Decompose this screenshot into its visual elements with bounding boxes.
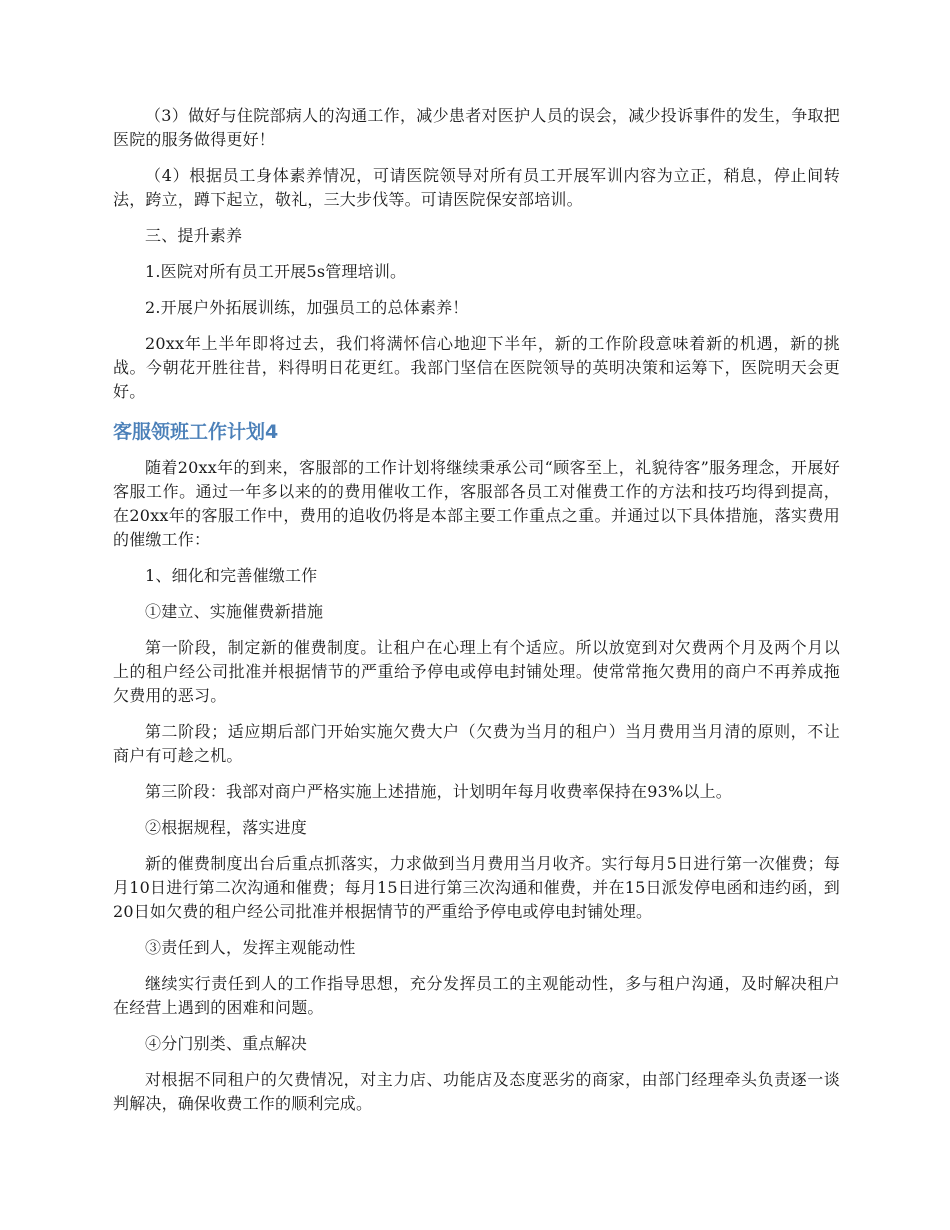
subsection-item: ②根据规程，落实进度 <box>145 818 308 837</box>
paragraph: 新的催费制度出台后重点抓落实，力求做到当月费用当月收齐。实行每月5日进行第一次催费；每月10日进行第二次沟通和催费；每月15日进行第三次沟通和催费，并在15日派发停电函和违约函，到20日如欠费的租户经公司批准并根据情节的严重给予停电或停电封铺处理。 <box>113 854 840 921</box>
paragraph: 对根据不同租户的欠费情况，对主力店、功能店及态度恶劣的商家，由部门经理牵头负责逐一谈判解决，确保收费工作的顺利完成。 <box>113 1070 840 1113</box>
section-heading: 客服领班工作计划4 <box>113 421 279 443</box>
document-page <box>113 104 840 1128</box>
subsection-item: ④分门别类、重点解决 <box>145 1034 308 1053</box>
list-item: 1.医院对所有员工开展5s管理培训。 <box>145 262 407 281</box>
paragraph: 20xx年上半年即将过去，我们将满怀信心地迎下半年，新的工作阶段意味着新的机遇，新的挑战。今朝花开胜往昔，料得明日花更红。我部门坚信在医院领导的英明决策和运筹下，医院明天会更好。 <box>113 334 840 401</box>
paragraph: （4）根据员工身体素养情况，可请医院领导对所有员工开展军训内容为立正，稍息，停止间转法，跨立，蹲下起立，敬礼，三大步伐等。可请医院保安部培训。 <box>113 166 840 209</box>
list-item: 2.开展户外拓展训练，加强员工的总体素养！ <box>145 298 469 317</box>
paragraph: （3）做好与住院部病人的沟通工作，减少患者对医护人员的误会，减少投诉事件的发生，争取把医院的服务做得更好！ <box>113 106 840 149</box>
paragraph: 继续实行责任到人的工作指导思想，充分发挥员工的主观能动性，多与租户沟通，及时解决租户在经营上遇到的困难和问题。 <box>113 974 840 1017</box>
paragraph: 第二阶段；适应期后部门开始实施欠费大户（欠费为当月的租户）当月费用当月清的原则，不让商户有可趁之机。 <box>113 722 840 765</box>
subsection-title: 1、细化和完善催缴工作 <box>145 566 318 585</box>
paragraph: 第一阶段，制定新的催费制度。让租户在心理上有个适应。所以放宽到对欠费两个月及两个月以上的租户经公司批准并根据情节的严重给予停电或停电封铺处理。使常常拖欠费用的商户不再养成拖欠费用的恶习。 <box>113 638 840 705</box>
paragraph: 随着20xx年的到来，客服部的工作计划将继续秉承公司“顾客至上，礼貌待客”服务理念，开展好客服工作。通过一年多以来的的费用催收工作，客服部各员工对催费工作的方法和技巧均得到提高，在20xx年的客服工作中，费用的追收仍将是本部主要工作重点之重。并通过以下具体措施，落实费用的催缴工作： <box>113 458 840 549</box>
subsection-item: ①建立、实施催费新措施 <box>145 602 324 621</box>
section-subheading: 三、提升素养 <box>145 226 243 245</box>
paragraph: 第三阶段：我部对商户严格实施上述措施，计划明年每月收费率保持在93%以上。 <box>145 782 732 801</box>
subsection-item: ③责任到人，发挥主观能动性 <box>145 938 356 957</box>
